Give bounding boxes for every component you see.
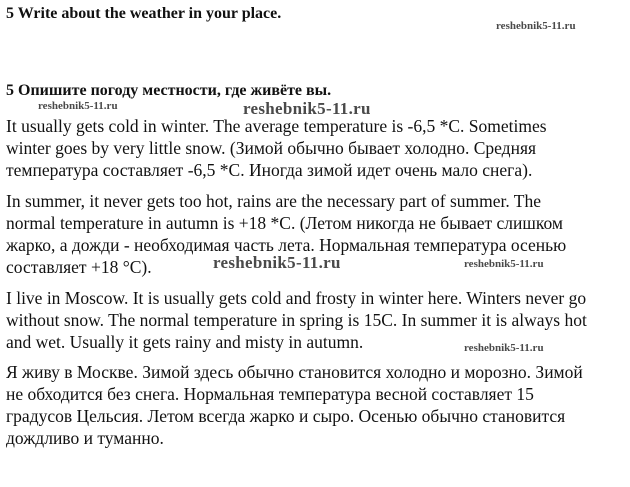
paragraph-line: температура составляет -6,5 *C. Иногда зимой идет очень мало снега).	[6, 160, 533, 180]
answer-paragraph-1	[6, 115, 547, 181]
paragraph-line: не обходится без снега. Нормальная температура весной составляет 15	[6, 384, 534, 404]
paragraph-line: составляет +18 °С).	[6, 257, 152, 277]
watermark-mid-right: reshebnik5-11.ru	[464, 258, 544, 270]
paragraph-line: without snow. The normal temperature in spring is 15C. In summer it is always hot	[6, 310, 587, 330]
exercise-heading-english: 5 Write about the weather in your place.	[6, 5, 282, 22]
watermark-mid-center: reshebnik5-11.ru	[213, 253, 341, 272]
paragraph-line: Я живу в Москве. Зимой здесь обычно становится холодно и морозно. Зимой	[6, 362, 583, 382]
paragraph-line: and wet. Usually it gets rainy and misty in autumn.	[6, 332, 364, 352]
watermark-under-heading-left: reshebnik5-11.ru	[38, 100, 118, 112]
watermark-under-heading-center: reshebnik5-11.ru	[243, 99, 371, 118]
paragraph-line: In summer, it never gets too hot, rains are the necessary part of summer. The	[6, 191, 541, 211]
paragraph-line: It usually gets cold in winter. The average temperature is -6,5 *C. Sometimes	[6, 116, 547, 136]
exercise-heading-russian: 5 Опишите погоду местности, где живёте вы.	[6, 82, 332, 99]
paragraph-line: дождливо и туманно.	[6, 428, 164, 448]
answer-paragraph-4	[6, 361, 583, 449]
watermark-top-right: reshebnik5-11.ru	[496, 20, 576, 32]
paragraph-line: normal temperature in autumn is +18 *C. (Летом никогда не бывает слишком	[6, 213, 563, 233]
paragraph-line: жарко, а дожди - необходимая часть лета. Нормальная температура осенью	[6, 235, 567, 255]
paragraph-line: градусов Цельсия. Летом всегда жарко и сыро. Осенью обычно становится	[6, 406, 566, 426]
watermark-lower-right: reshebnik5-11.ru	[464, 342, 544, 354]
paragraph-line: winter goes by very little snow. (Зимой обычно бывает холодно. Средняя	[6, 138, 537, 158]
paragraph-line: I live in Moscow. It is usually gets cold and frosty in winter here. Winters never go	[6, 288, 587, 308]
